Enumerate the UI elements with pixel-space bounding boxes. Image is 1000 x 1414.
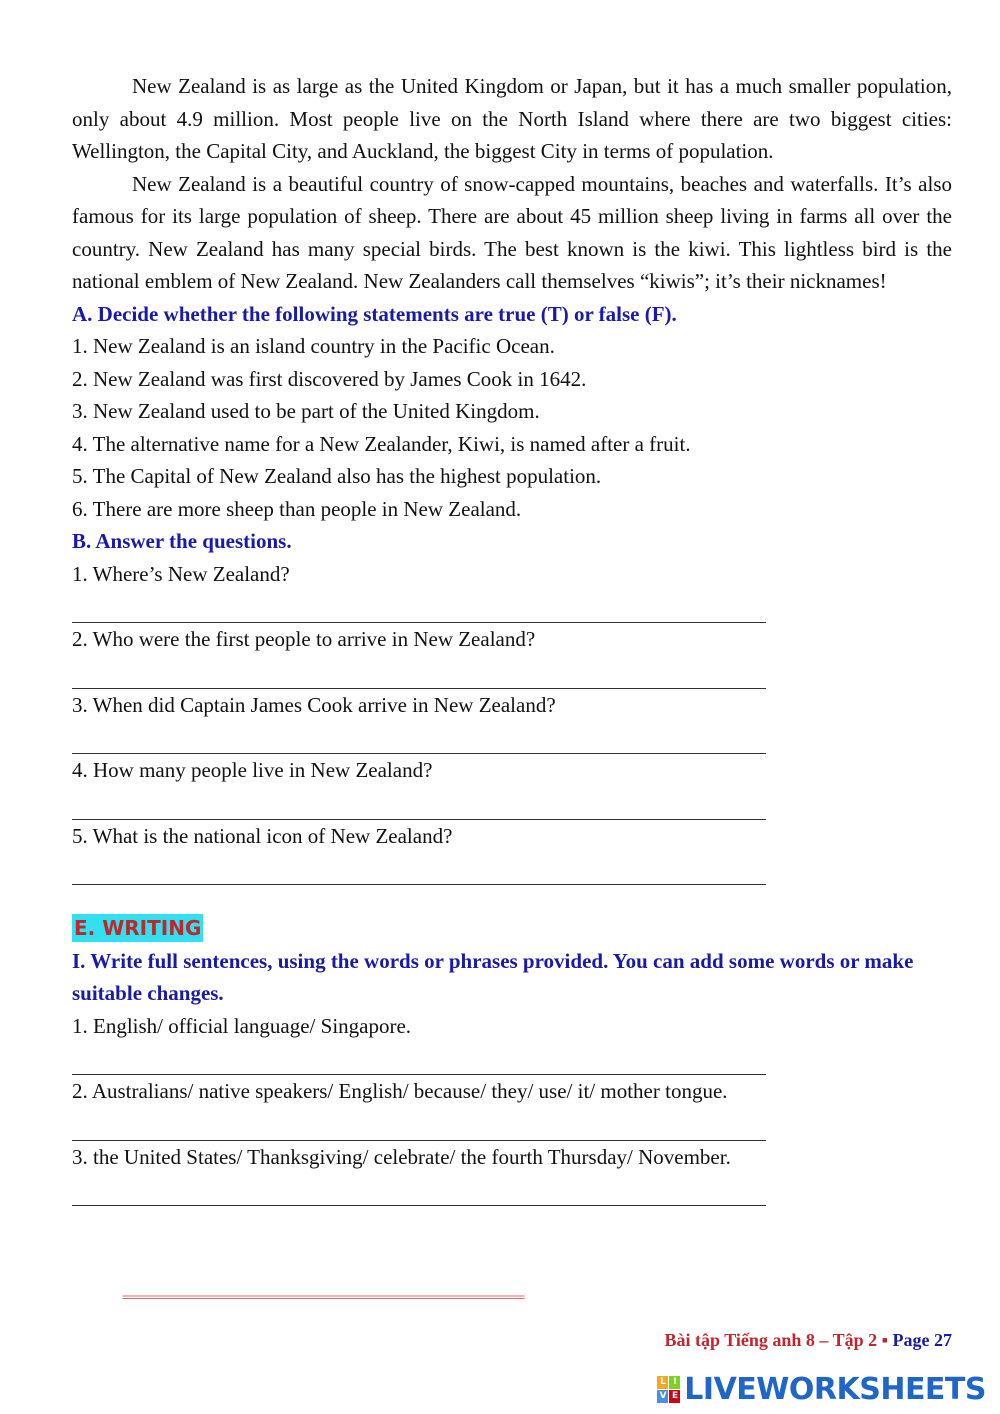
statement-item: 3. New Zealand used to be part of the United Kingdom. [72,399,540,423]
liveworksheets-logo-icon [657,1376,680,1403]
answer-line[interactable] [72,852,766,885]
statement-item: 6. There are more sheep than people in New Zealand. [72,496,522,521]
question-text: 3. When did Captain James Cook arrive in New Zealand? [72,692,556,717]
question-block [72,623,952,689]
statement-item: 4. The alternative name for a New Zealander, Kiwi, is named after a fruit. [72,431,691,456]
section-b-heading: B. Answer the questions. [72,529,292,553]
passage-paragraph-2: New Zealand is a beautiful country of snow-capped mountains, beaches and waterfalls. It’s also famous for its large population of sheep. There are about 45 million sheep living in farms all over the country. New Zealand has many special birds. The best known is the kiwi. This lightless bird is the national emblem of New Zealand. New Zealanders call themselves “kiwis”; it’s their nicknames! [72,171,952,293]
writing-block [72,1075,952,1141]
question-block [72,558,952,624]
answer-line[interactable] [72,590,766,623]
worksheet-page [72,70,952,1206]
question-text: 5. What is the national icon of New Zealand? [72,823,453,848]
statement-item: 2. New Zealand was first discovered by James Cook in 1642. [72,366,587,391]
question-text: 4. How many people live in New Zealand? [72,758,433,782]
writing-prompt: 1. English/ official language/ Singapore. [72,1013,412,1038]
question-text: 2. Who were the first people to arrive in New Zealand? [72,627,536,651]
writing-block [72,1010,952,1076]
question-text: 1. Where’s New Zealand? [72,561,290,586]
liveworksheets-brand[interactable] [657,1371,986,1407]
section-a-heading: A. Decide whether the following statements are true (T) or false (F). [72,301,677,326]
answer-line[interactable] [72,787,766,820]
footer-page-number: Page 27 [892,1330,952,1350]
section-e-heading: I. Write full sentences, using the words or phrases provided. You can add some words or make suitable changes. [72,948,914,1005]
writing-prompt: 2. Australians/ native speakers/ English/ because/ they/ use/ it/ mother tongue. [72,1079,728,1103]
question-block [72,689,952,755]
logo-letter-i: I [669,1376,680,1389]
section-e-label: E. WRITING [74,916,202,940]
logo-letter-v: V [657,1390,668,1403]
answer-line[interactable] [72,1108,766,1141]
answer-line[interactable] [72,721,766,754]
logo-letter-l: L [657,1376,668,1389]
footer-book-title: Bài tập Tiếng anh 8 – Tập 2 [664,1330,878,1350]
logo-letter-e: E [669,1390,680,1403]
statement-item: 1. New Zealand is an island country in the Pacific Ocean. [72,334,555,358]
question-block [72,754,952,820]
statement-item: 5. The Capital of New Zealand also has the highest population. [72,464,602,488]
answer-line[interactable] [72,1173,766,1206]
brand-name: LIVEWORKSHEETS [684,1371,986,1407]
answer-line[interactable] [72,656,766,689]
passage-paragraph-1: New Zealand is as large as the United Kingdom or Japan, but it has a much smaller population, only about 4.9 million. Most people live on the North Island where there are two biggest cities: Wellington, the Capital City, and Auckland, the biggest City in terms of population. [72,74,952,163]
footer-bullet: ▪ [881,1330,889,1350]
question-block [72,820,952,886]
writing-prompt: 3. the United States/ Thanksgiving/ celebrate/ the fourth Thursday/ November. [72,1144,731,1169]
writing-block [72,1141,952,1207]
page-divider: ========================================================================== [122,1290,524,1304]
answer-line[interactable] [72,1042,766,1075]
page-footer [665,1330,952,1351]
